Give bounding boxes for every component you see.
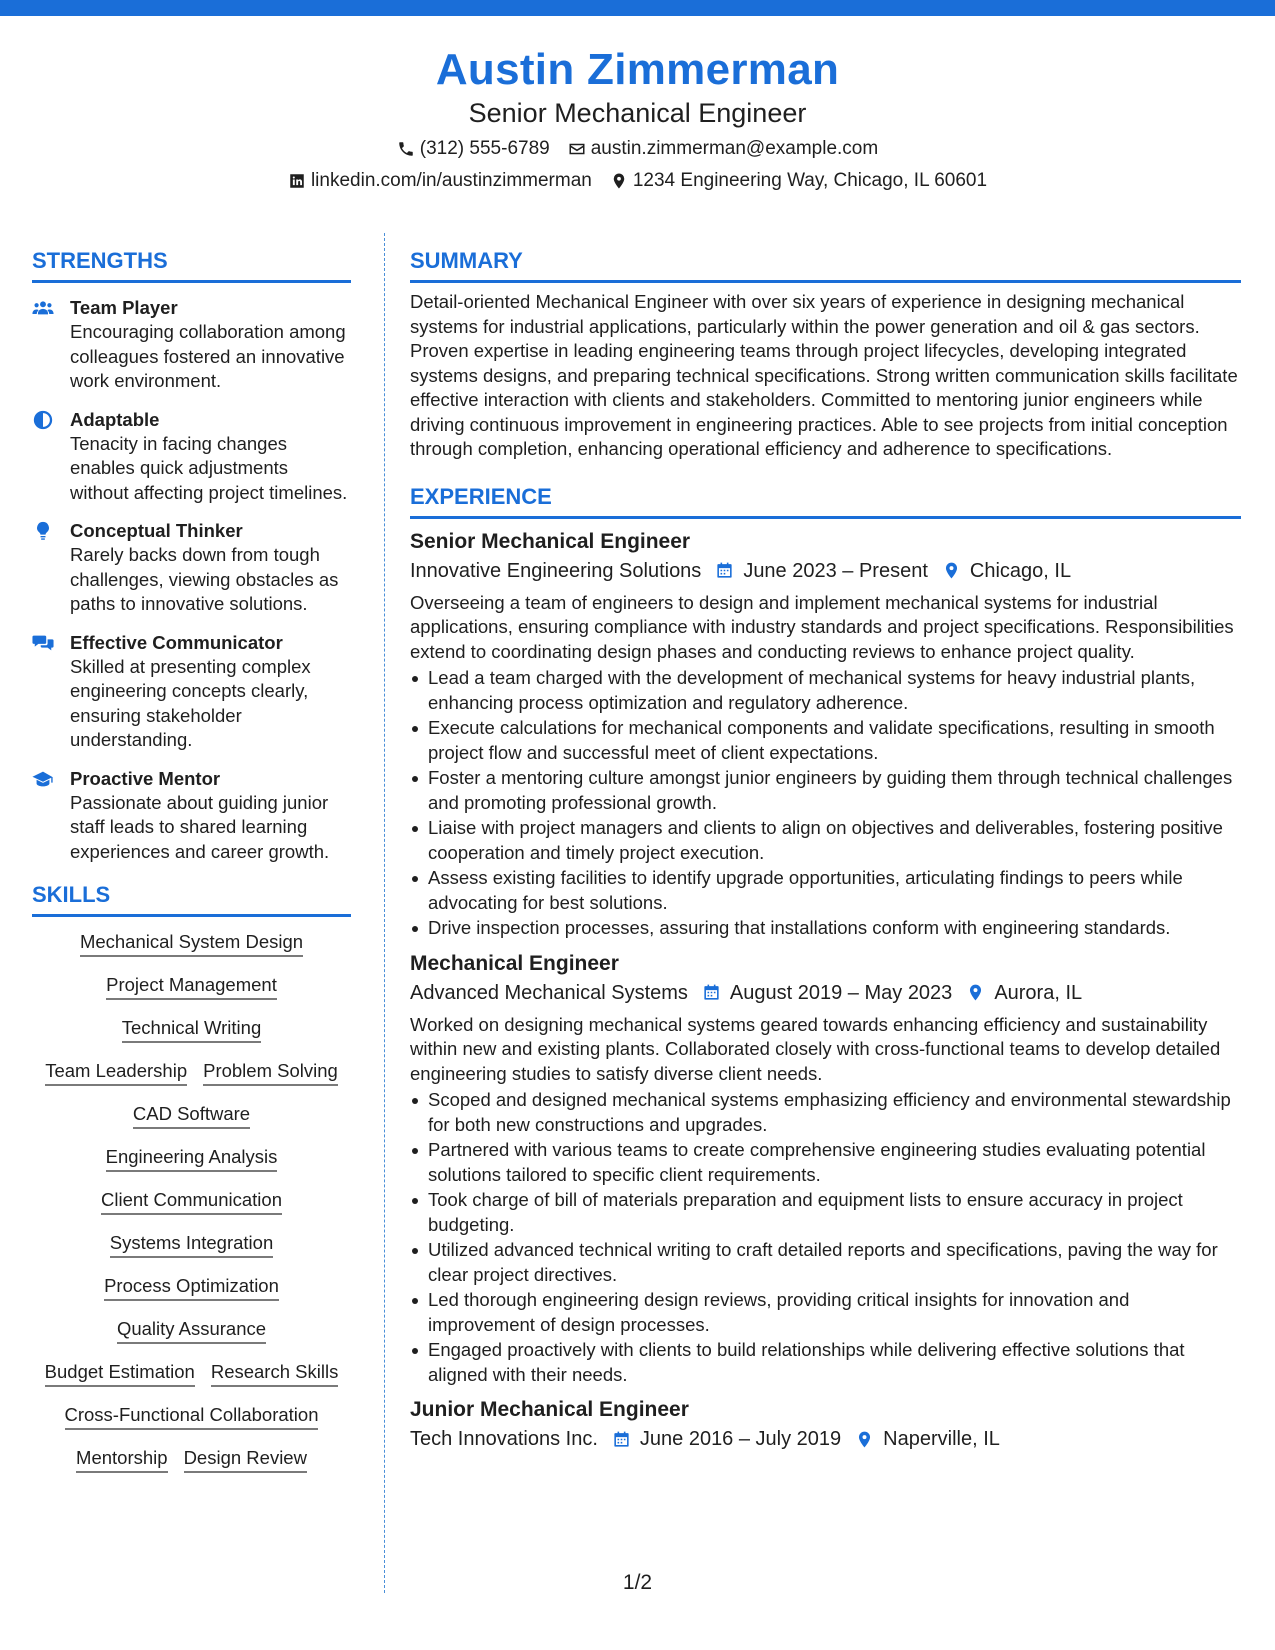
job-title: Senior Mechanical Engineer xyxy=(410,529,691,553)
skill-tag: Process Optimization xyxy=(104,1273,279,1301)
top-accent-bar xyxy=(0,0,1275,16)
calendar-icon xyxy=(702,983,721,1002)
job-bullet: Foster a mentoring culture amongst junior engineers by guiding them through technical challenges and promoting professional growth. xyxy=(410,766,1241,815)
chat-bubbles-icon xyxy=(32,632,54,654)
strength-desc: Passionate about guiding junior staff leads to shared learning experiences and career growth. xyxy=(70,791,330,862)
strength-desc: Encouraging collaboration among colleagues fostered an innovative work environment. xyxy=(70,321,346,391)
strengths-list xyxy=(32,295,351,864)
skill-row xyxy=(32,1230,351,1258)
job-bullet: Execute calculations for mechanical components and validate specifications, resulting in smooth project flow and successful meet of client expectations. xyxy=(410,716,1241,765)
strength-title: Proactive Mentor xyxy=(70,767,221,789)
calendar-icon xyxy=(715,561,734,580)
right-column xyxy=(410,246,1241,1454)
job-bullet: Drive inspection processes, assuring that installations conform with engineering standards. xyxy=(410,916,1241,941)
job-dates-wrap xyxy=(702,978,952,1008)
map-pin-icon xyxy=(855,1430,874,1449)
skill-row xyxy=(32,1402,351,1430)
skill-row xyxy=(32,1101,351,1129)
skills-heading: SKILLS xyxy=(32,880,351,917)
job-location-wrap xyxy=(942,556,1071,586)
skill-tag: Mechanical System Design xyxy=(80,929,303,957)
strength-item xyxy=(32,407,351,506)
strength-item xyxy=(32,630,351,753)
linkedin-icon xyxy=(288,172,306,190)
job-meta xyxy=(410,1424,1241,1454)
map-pin-icon xyxy=(610,172,628,190)
strength-title: Adaptable xyxy=(70,408,160,430)
skill-tag: Budget Estimation xyxy=(45,1359,195,1387)
email-text: austin.zimmerman@example.com xyxy=(590,138,879,159)
skill-tag: Mentorship xyxy=(76,1445,168,1473)
phone-contact[interactable] xyxy=(397,136,550,162)
job-bullet: Engaged proactively with clients to build relationships while delivering effective solutions that aligned with their needs. xyxy=(410,1338,1241,1387)
linkedin-contact[interactable] xyxy=(288,168,592,194)
graduation-cap-icon xyxy=(32,768,54,790)
skill-tag: Client Communication xyxy=(101,1187,282,1215)
job-meta xyxy=(410,556,1241,586)
job-description: Overseeing a team of engineers to design and implement mechanical systems for industrial applications, ensuring compliance with industry standards and project specifications. Responsibilities extend to coordinating design phases and conducting reviews to enhance project quality. xyxy=(410,591,1234,662)
email-contact[interactable] xyxy=(568,136,879,162)
phone-text: (312) 555-6789 xyxy=(419,138,550,159)
skill-row xyxy=(32,1445,351,1473)
skill-row xyxy=(32,1273,351,1301)
skill-tag: Project Management xyxy=(106,972,277,1000)
strength-title: Effective Communicator xyxy=(70,631,283,653)
summary-heading: SUMMARY xyxy=(410,246,1241,283)
strength-desc: Rarely backs down from tough challenges, viewing obstacles as paths to innovative solutions. xyxy=(70,544,339,614)
skill-tag: Design Review xyxy=(184,1445,307,1473)
users-icon xyxy=(32,297,54,319)
skill-row xyxy=(32,972,351,1000)
envelope-icon xyxy=(568,140,586,158)
candidate-name: Austin Zimmerman xyxy=(435,45,840,94)
skill-tag: Team Leadership xyxy=(45,1058,187,1086)
job-meta xyxy=(410,978,1241,1008)
job-bullet: Lead a team charged with the development of mechanical systems for heavy industrial plants, enhancing process optimization and regulatory adherence. xyxy=(410,666,1241,715)
column-divider xyxy=(384,233,385,1593)
job-bullets xyxy=(410,1088,1241,1387)
skill-row xyxy=(32,1144,351,1172)
phone-icon xyxy=(397,140,415,158)
linkedin-text: linkedin.com/in/austinzimmerman xyxy=(310,170,592,191)
job-bullet: Scoped and designed mechanical systems emphasizing efficiency and environmental stewardship for both new constructions and upgrades. xyxy=(410,1088,1241,1137)
job-dates: June 2023 – Present xyxy=(743,559,928,582)
skill-row xyxy=(32,1359,351,1387)
strengths-heading: STRENGTHS xyxy=(32,246,351,283)
address-contact xyxy=(610,168,987,194)
skill-row xyxy=(32,1316,351,1344)
skill-tag: Systems Integration xyxy=(110,1230,274,1258)
job-company: Innovative Engineering Solutions xyxy=(410,559,702,582)
resume-header xyxy=(0,44,1275,194)
summary-text: Detail-oriented Mechanical Engineer with over six years of experience in designing mechanical systems for industrial applications, particularly within the power generation and oil & gas sectors. Proven expertise in leading engineering teams through project lifecycles, developing integrated systems designs, and preparing technical specifications. Strong written communication skills facilitate effective interaction with clients and stakeholders. Committed to mentoring junior engineers while driving continuous improvement in engineering practices. Able to see projects from initial conception through completion, enhancing operational efficiency and adherence to specifications. xyxy=(410,291,1238,459)
skill-row xyxy=(32,929,351,957)
calendar-icon xyxy=(612,1430,631,1449)
map-pin-icon xyxy=(966,983,985,1002)
skills-list xyxy=(32,929,351,1473)
strength-desc: Skilled at presenting complex engineering concepts clearly, ensuring stakeholder understanding. xyxy=(70,655,311,750)
job-dates-wrap xyxy=(715,556,928,586)
skill-row xyxy=(32,1015,351,1043)
skill-tag: Problem Solving xyxy=(203,1058,338,1086)
strength-item xyxy=(32,518,351,617)
job-dates: August 2019 – May 2023 xyxy=(729,981,953,1004)
skill-tag: Research Skills xyxy=(211,1359,339,1387)
job-bullet: Assess existing facilities to identify upgrade opportunities, articulating findings to peers while advocating for best solutions. xyxy=(410,866,1241,915)
job-location: Chicago, IL xyxy=(969,559,1072,582)
strength-item xyxy=(32,295,351,394)
skill-tag: Engineering Analysis xyxy=(106,1144,278,1172)
contact-row-2 xyxy=(0,168,1275,194)
job-title: Mechanical Engineer xyxy=(410,951,619,975)
strength-title: Conceptual Thinker xyxy=(70,520,243,541)
half-circle-icon xyxy=(32,409,54,431)
job-entry xyxy=(410,949,1241,1388)
job-bullet: Liaise with project managers and clients to align on objectives and deliverables, fostering positive cooperation and timely project execution. xyxy=(410,816,1241,865)
skill-tag: Cross-Functional Collaboration xyxy=(65,1402,319,1430)
page-number: 1/2 xyxy=(622,1571,653,1594)
experience-heading: EXPERIENCE xyxy=(410,482,1241,519)
skill-row xyxy=(32,1058,351,1086)
left-column xyxy=(32,246,351,1488)
address-text: 1234 Engineering Way, Chicago, IL 60601 xyxy=(632,170,988,191)
job-dates: June 2016 – July 2019 xyxy=(639,1428,842,1450)
skill-tag: Technical Writing xyxy=(122,1015,262,1043)
skill-tag: CAD Software xyxy=(133,1101,250,1129)
job-location-wrap xyxy=(855,1424,1000,1454)
job-dates-wrap xyxy=(612,1424,841,1454)
job-entry xyxy=(410,527,1241,941)
job-location: Naperville, IL xyxy=(883,1428,1000,1450)
skill-row xyxy=(32,1187,351,1215)
skill-tag: Quality Assurance xyxy=(117,1316,266,1344)
job-entry xyxy=(410,1395,1241,1454)
map-pin-icon xyxy=(942,561,961,580)
job-title: Junior Mechanical Engineer xyxy=(410,1398,689,1421)
job-bullet: Partnered with various teams to create comprehensive engineering studies evaluating potential solutions tailored to specific client requirements. xyxy=(410,1138,1241,1187)
strength-title: Team Player xyxy=(70,297,178,318)
lightbulb-icon xyxy=(32,520,54,542)
job-bullet: Took charge of bill of materials preparation and equipment lists to ensure accuracy in project budgeting. xyxy=(410,1188,1241,1237)
job-bullet: Utilized advanced technical writing to craft detailed reports and specifications, paving the way for clear project directives. xyxy=(410,1238,1241,1287)
job-bullet: Led thorough engineering design reviews, providing critical insights for innovation and improvement of design processes. xyxy=(410,1288,1241,1337)
job-description: Worked on designing mechanical systems geared towards enhancing efficiency and sustainability within new and existing plants. Collaborated closely with cross-functional teams to develop detailed engineering studies to satisfy diverse client needs. xyxy=(410,1013,1221,1084)
strength-item xyxy=(32,766,351,865)
job-company: Tech Innovations Inc. xyxy=(410,1428,598,1450)
job-location-wrap xyxy=(966,978,1082,1008)
contact-row-1 xyxy=(0,136,1275,162)
candidate-title: Senior Mechanical Engineer xyxy=(468,98,807,128)
strength-desc: Tenacity in facing changes enables quick adjustments without affecting project timelines. xyxy=(70,432,348,503)
job-bullets xyxy=(410,666,1241,941)
job-company: Advanced Mechanical Systems xyxy=(410,981,688,1004)
job-location: Aurora, IL xyxy=(994,981,1083,1004)
